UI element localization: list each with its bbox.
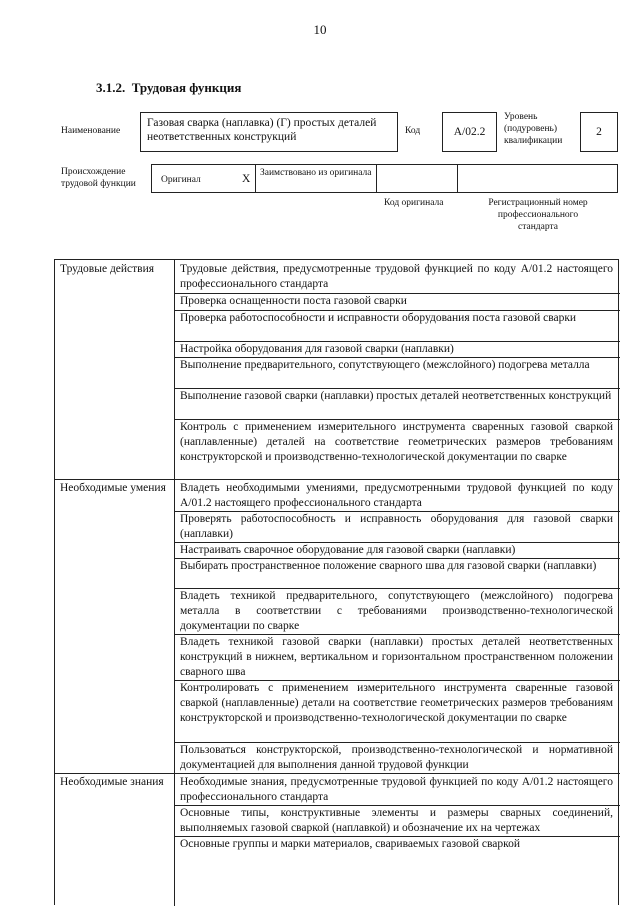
- list-item: Выполнение газовой сварки (наплавки) простых деталей неответственных конструкций: [180, 390, 612, 402]
- list-item: Контролировать с применением измерительного инструмента сваренные газовой сваркой (наплавленные) детали на соответствие геометрических размеров требованиям конструкторской и производственно-технологической документации по сварке: [180, 682, 613, 725]
- code-value-box: [442, 112, 497, 152]
- list-item: Основные типы, конструктивные элементы и размеры сварных соединений, выполняемых газовой сваркой (наплавкой) и обозначение их на чертежах: [180, 807, 613, 835]
- borrowed-label: Заимствовано из оригинала: [260, 168, 372, 178]
- section-label-knowledge: Необходимые знания: [60, 776, 164, 788]
- list-item: Необходимые знания, предусмотренные трудовой функцией по коду А/01.2 настоящего профессионального стандарта: [180, 776, 613, 804]
- section-title: Трудовая функция: [131, 80, 242, 95]
- list-item: Владеть техникой газовой сварки (наплавки) простых деталей неответственных конструкций в нижнем, вертикальном и горизонтальном пространственном положении сварного шва: [180, 636, 613, 679]
- list-item: Проверка работоспособности и исправности оборудования поста газовой сварки: [180, 312, 577, 324]
- list-item: Выполнение предварительного, сопутствующего (межслойного) подогрева металла: [180, 359, 590, 371]
- origin-table: [151, 164, 618, 193]
- name-value-box: [140, 112, 398, 152]
- original-mark: X: [242, 173, 251, 185]
- section-label-skills: Необходимые умения: [60, 482, 166, 494]
- page-number: 10: [313, 22, 327, 37]
- list-item: Настраивать сварочное оборудование для газовой сварки (наплавки): [180, 544, 516, 556]
- origin-label: Происхождение трудовой функции: [61, 167, 136, 189]
- section-label-actions: Трудовые действия: [60, 263, 155, 275]
- list-item: Проверка оснащенности поста газовой сварки: [180, 295, 407, 307]
- list-item: Настройка оборудования для газовой сварки (наплавки): [180, 343, 454, 355]
- level-value-box: [580, 112, 618, 152]
- list-item: Основные группы и марки материалов, свариваемых газовой сваркой: [180, 838, 521, 850]
- list-item: Выбирать пространственное положение сварного шва для газовой сварки (наплавки): [180, 560, 597, 572]
- code-label: Код: [405, 126, 421, 136]
- competency-table: [54, 259, 619, 905]
- list-item: Проверять работоспособность и исправность оборудования для газовой сварки (наплавки): [180, 513, 613, 541]
- name-value: Газовая сварка (наплавка) (Г) простых деталей неответственных конструкций: [147, 117, 377, 143]
- list-item: Трудовые действия, предусмотренные трудовой функцией по коду А/01.2 настоящего профессионального стандарта: [180, 263, 613, 291]
- code-original-label: Код оригинала: [384, 198, 444, 208]
- name-label: Наименование: [61, 126, 121, 136]
- section-number: 3.1.2.: [96, 80, 126, 95]
- list-item: Контроль с применением измерительного инструмента сваренных газовой сваркой (наплавленные) деталей на соответствие геометрических размеров требованиям конструкторской и производственно-технологической документации по сварке: [180, 421, 613, 464]
- level-label: Уровень (подуровень) квалификации: [504, 112, 563, 146]
- level-value: 2: [596, 126, 602, 138]
- list-item: Пользоваться конструкторской, производственно-технологической и нормативной документацией для выполнения данной трудовой функции: [180, 744, 613, 772]
- list-item: Владеть необходимыми умениями, предусмотренными трудовой функцией по коду А/01.2 настоящего профессионального стандарта: [180, 482, 613, 510]
- list-item: Владеть техникой предварительного, сопутствующего (межслойного) подогрева металла в соответствии с требованиями производственно-технологической документации по сварке: [180, 590, 613, 633]
- reg-number-label: Регистрационный номер профессионального стандарта: [488, 198, 588, 232]
- code-value: А/02.2: [453, 126, 486, 138]
- section-heading: [96, 80, 241, 96]
- original-label: Оригинал: [161, 175, 201, 185]
